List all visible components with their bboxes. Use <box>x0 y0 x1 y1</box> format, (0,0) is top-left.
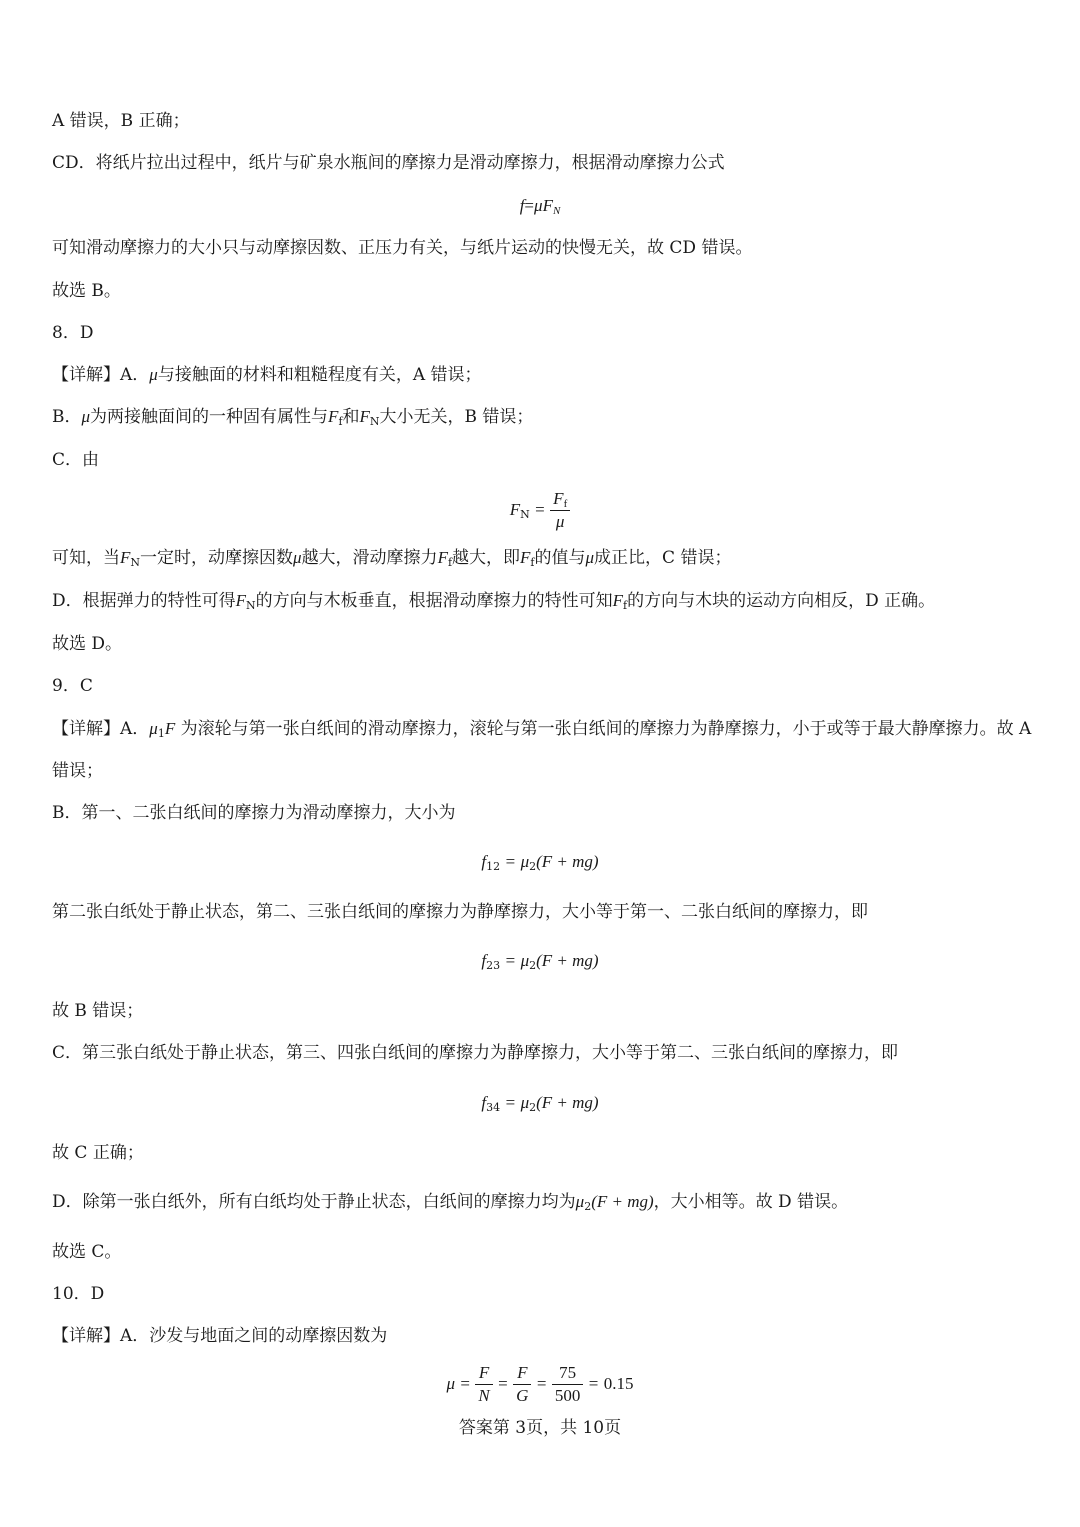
text-paragraph: 【详解】A．$\mu_1F$ 为滚轮与第一张白纸间的滑动摩擦力，滚轮与第一张白纸间的摩擦力为静摩擦力，小于或等于最大静摩擦力。故 A 错误； <box>52 719 1032 781</box>
text-line: C．第三张白纸处于静止状态，第三、四张白纸间的摩擦力为静摩擦力，大小等于第二、三张白纸间的摩擦力，即 <box>52 1043 899 1063</box>
text-line: 故 B 错误； <box>52 1001 144 1021</box>
text-line: 故选 D。 <box>52 634 123 654</box>
text-line: 故选 B。 <box>52 281 121 301</box>
text-line: C．由 <box>52 450 100 470</box>
text-line: B．μ为两接触面间的一种固有属性与$F_f$和$F_N$大小无关，B 错误； <box>52 407 534 428</box>
text-line: CD．将纸片拉出过程中，纸片与矿泉水瓶间的摩擦力是滑动摩擦力，根据滑动摩擦力公式 <box>52 153 725 173</box>
text-line: 【详解】A．沙发与地面之间的动摩擦因数为 <box>52 1326 388 1346</box>
text-line: D．除第一张白纸外，所有白纸均处于静止状态，白纸间的摩擦力均为$\mu_2(F + mg)$，大小相等。故 D 错误。 <box>52 1192 849 1213</box>
fraction: $\frac{75}{500}$ <box>552 1362 584 1407</box>
question-number: 9．C <box>52 676 93 696</box>
text-line: B．第一、二张白纸间的摩擦力为滑动摩擦力，大小为 <box>52 803 456 823</box>
formula-f34: $f_{34} = \mu_2(F + mg)$ <box>481 1093 599 1114</box>
formula-f12: $f_{12} = \mu_2(F + mg)$ <box>481 852 599 873</box>
text-line: A 错误，B 正确； <box>52 111 190 131</box>
page-footer: 答案第 3页，共 10页 <box>458 1418 622 1438</box>
text-line: 故选 C。 <box>52 1242 122 1262</box>
fraction: $\frac{F}{G}$ <box>513 1362 531 1407</box>
formula-f23: $f_{23} = \mu_2(F + mg)$ <box>481 951 599 972</box>
text-line: 可知滑动摩擦力的大小只与动摩擦因数、正压力有关，与纸片运动的快慢无关，故 CD 错误。 <box>52 238 753 258</box>
question-number: 8．D <box>52 323 94 343</box>
fraction: $\frac{F}{N}$ <box>475 1362 492 1407</box>
fraction: $\frac{F_f}{\mu}$ <box>550 488 570 533</box>
text-line: 可知，当$F_N$一定时，动摩擦因数μ越大，滑动摩擦力$F_f$越大，即$F_f$的值与μ成正比，C 错误； <box>52 548 732 569</box>
formula-friction: $f=\mu F_N$ <box>519 196 561 217</box>
text-line: 【详解】A．μ与接触面的材料和粗糙程度有关，A 错误； <box>52 365 482 385</box>
formula-fn-fraction: $F_N$ = $\frac{F_f}{\mu}$ <box>0 488 1080 533</box>
text-line: 第二张白纸处于静止状态，第二、三张白纸间的摩擦力为静摩擦力，大小等于第一、二张白纸间的摩擦力，即 <box>52 902 868 922</box>
formula-mu-value: μ = $\frac{F}{N}$ = $\frac{F}{G}$ = $\frac{75}{500}$ = 0.15 <box>446 1363 634 1405</box>
text-line: 故 C 正确； <box>52 1143 144 1163</box>
text-line: D．根据弹力的特性可得$F_N$的方向与木板垂直，根据滑动摩擦力的特性可知$F_f$的方向与木块的运动方向相反，D 正确。 <box>52 591 936 612</box>
question-number: 10．D <box>52 1284 105 1304</box>
